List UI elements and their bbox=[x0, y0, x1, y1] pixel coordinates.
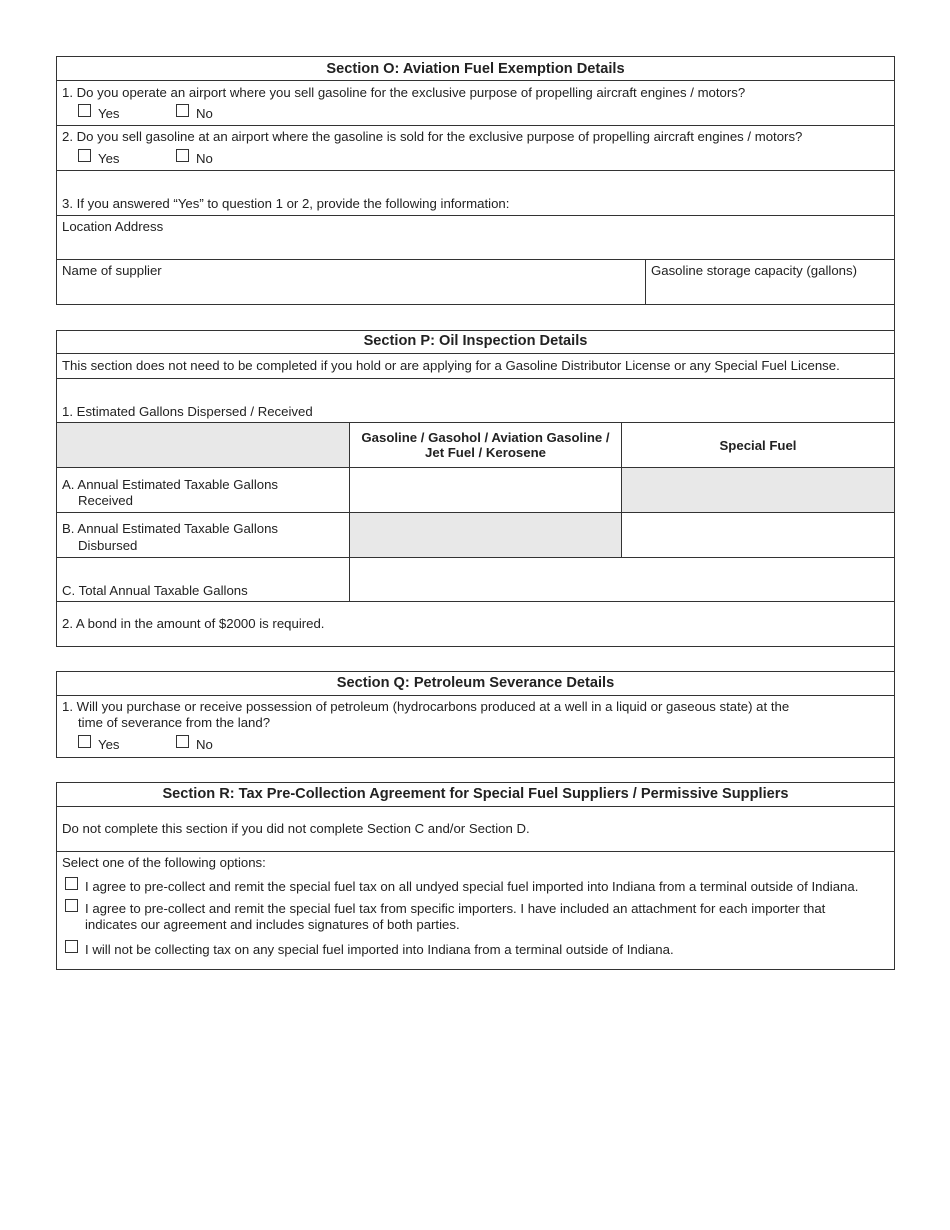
divider bbox=[894, 305, 895, 330]
row-a-special-fuel-cell bbox=[622, 468, 894, 512]
option-2-checkbox[interactable] bbox=[65, 899, 78, 912]
divider bbox=[56, 851, 895, 852]
divider bbox=[56, 259, 895, 260]
row-a-label-line1: A. Annual Estimated Taxable Gallons bbox=[62, 477, 279, 492]
option-1-label: I agree to pre-collect and remit the special fuel tax on all undyed special fuel imported into Indiana from a terminal outside of Indiana. bbox=[85, 879, 859, 894]
row-c-total-input[interactable] bbox=[350, 558, 894, 601]
option-3-label: I will not be collecting tax on any special fuel imported into Indiana from a terminal outside of Indiana. bbox=[85, 942, 674, 957]
storage-capacity-label: Gasoline storage capacity (gallons) bbox=[651, 263, 857, 278]
section-p-question-2: 2. A bond in the amount of $2000 is required. bbox=[62, 616, 325, 631]
q-yes-label: Yes bbox=[98, 737, 120, 752]
divider bbox=[56, 806, 895, 807]
divider bbox=[56, 215, 895, 216]
column-header-special-fuel: Special Fuel bbox=[719, 438, 797, 453]
row-b-special-fuel-input[interactable] bbox=[622, 513, 894, 557]
q-yes-checkbox[interactable] bbox=[78, 735, 91, 748]
row-a-gasoline-input[interactable] bbox=[350, 468, 621, 512]
q1-yes-checkbox[interactable] bbox=[78, 104, 91, 117]
name-of-supplier-field[interactable] bbox=[57, 280, 644, 304]
option-2-label-line2: indicates our agreement and includes signatures of both parties. bbox=[85, 917, 460, 932]
divider bbox=[56, 695, 895, 696]
row-b-label-line1: B. Annual Estimated Taxable Gallons bbox=[62, 521, 279, 536]
q2-yes-checkbox[interactable] bbox=[78, 149, 91, 162]
column-header-gasoline-line2: Jet Fuel / Kerosene bbox=[425, 445, 546, 460]
q1-no-checkbox[interactable] bbox=[176, 104, 189, 117]
q-no-label: No bbox=[196, 737, 213, 752]
section-p-note: This section does not need to be completed if you hold or are applying for a Gasoline Distributor License or any Special Fuel License. bbox=[62, 358, 840, 373]
location-address-label: Location Address bbox=[62, 219, 164, 234]
table-corner-cell bbox=[57, 423, 349, 467]
divider bbox=[894, 758, 895, 782]
row-a-label-line2: Received bbox=[78, 493, 133, 508]
section-r-title: Section R: Tax Pre-Collection Agreement for Special Fuel Suppliers / Permissive Suppliers bbox=[162, 786, 789, 802]
q2-yes-label: Yes bbox=[98, 151, 120, 166]
section-p-title: Section P: Oil Inspection Details bbox=[363, 333, 588, 349]
q1-yes-label: Yes bbox=[98, 106, 120, 121]
column-header-gasoline bbox=[350, 430, 621, 460]
section-q-question-1-line1: 1. Will you purchase or receive possession of petroleum (hydrocarbons produced at a well in a liquid or gaseous state) at the bbox=[62, 699, 790, 714]
section-o-title: Section O: Aviation Fuel Exemption Details bbox=[326, 61, 625, 77]
divider bbox=[56, 378, 895, 379]
q1-no-label: No bbox=[196, 106, 213, 121]
section-r-note: Do not complete this section if you did not complete Section C and/or Section D. bbox=[62, 821, 530, 836]
divider bbox=[56, 601, 895, 602]
divider bbox=[56, 170, 895, 171]
row-b-gasoline-cell bbox=[350, 513, 621, 557]
section-o-question-3: 3. If you answered “Yes” to question 1 or 2, provide the following information: bbox=[62, 196, 510, 211]
column-header-gasoline-line1: Gasoline / Gasohol / Aviation Gasoline / bbox=[361, 430, 610, 445]
name-of-supplier-label: Name of supplier bbox=[62, 263, 162, 278]
storage-capacity-field[interactable] bbox=[646, 280, 894, 304]
section-r-select-label: Select one of the following options: bbox=[62, 855, 266, 870]
divider bbox=[56, 353, 895, 354]
section-o-question-1: 1. Do you operate an airport where you sell gasoline for the exclusive purpose of propelling aircraft engines / motors? bbox=[62, 85, 746, 100]
option-2-label-line1: I agree to pre-collect and remit the special fuel tax from specific importers. I have included an attachment for each importer that bbox=[85, 901, 826, 916]
option-3-checkbox[interactable] bbox=[65, 940, 78, 953]
option-1-checkbox[interactable] bbox=[65, 877, 78, 890]
divider bbox=[56, 80, 895, 81]
section-q-title: Section Q: Petroleum Severance Details bbox=[336, 675, 615, 691]
q2-no-checkbox[interactable] bbox=[176, 149, 189, 162]
section-o-question-2: 2. Do you sell gasoline at an airport where the gasoline is sold for the exclusive purpose of propelling aircraft engines / motors? bbox=[62, 129, 803, 144]
section-p-question-1: 1. Estimated Gallons Dispersed / Received bbox=[62, 404, 313, 419]
divider bbox=[894, 647, 895, 671]
row-c-label: C. Total Annual Taxable Gallons bbox=[62, 583, 248, 598]
section-q-question-1-line2: time of severance from the land? bbox=[78, 715, 271, 730]
divider bbox=[56, 125, 895, 126]
q-no-checkbox[interactable] bbox=[176, 735, 189, 748]
q2-no-label: No bbox=[196, 151, 213, 166]
row-b-label-line2: Disbursed bbox=[78, 538, 138, 553]
location-address-field[interactable] bbox=[57, 236, 894, 259]
